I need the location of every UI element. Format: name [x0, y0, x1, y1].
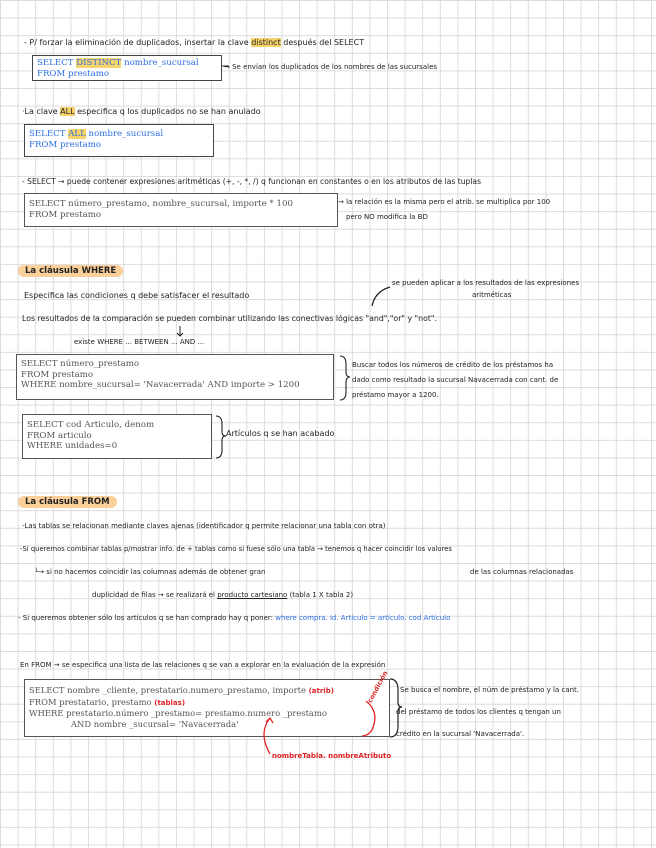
from-line-3a: └→ si no hacemos coincidir las columnas además de obtener gran: [34, 568, 266, 576]
sql-from-box: SELECT nombre _cliente, prestatario.numero_prestamo, importe (atrib) FROM prestatario, prestamo (tablas) WHERE prestatario.número _prestamo= prestamo.numero _prestamo AND nombre _sucursal= 'Navacerrada': [24, 679, 390, 737]
articulo-note: Artículos q se han acabado: [226, 429, 335, 438]
where-box-note-1: Buscar todos los números de crédito de los préstamos ha: [352, 361, 554, 369]
section-where-title: La cláusula WHERE: [18, 265, 123, 277]
where-brace: [340, 356, 350, 400]
from-line-4: duplicidad de filas → se realizará el producto cartesiano (tabla 1 X tabla 2): [92, 591, 354, 599]
where-box-note-3: préstamo mayor a 1200.: [352, 391, 439, 399]
arith-note-2: pero NO modifica la BD: [346, 213, 428, 221]
sql-articulo-box: SELECT cod Articulo, denom FROM articulo WHERE unidades=0: [22, 414, 212, 459]
distinct-intro: - P/ forzar la eliminación de duplicados, insertar la clave distinct después del SELECT: [24, 38, 365, 47]
section-from-title: La cláusula FROM: [18, 496, 117, 508]
from-brace: [390, 679, 402, 737]
from-box-note-2: del préstamo de todos los clientes q tengan un: [396, 708, 561, 716]
select-arith-note: - SELECT → puede contener expresiones aritméticas (+, -, *, /) q funcionan en constantes o en los atributos de las tuplas: [22, 177, 482, 186]
distinct-note: → Se envían los duplicados de los nombres de las sucursales: [224, 63, 438, 71]
tabla-atributo-label: nombreTabla. nombreAtributo: [272, 752, 392, 760]
from-line-6: En FROM → se especifica una lista de las relaciones q se van a explorar en la evaluación de la expresión: [20, 661, 386, 669]
sql-where-box: SELECT número_prestamo FROM prestamo WHERE nombre_sucursal= 'Navacerrada' AND importe > 1200: [16, 354, 334, 400]
from-line-1: -Las tablas se relacionan mediante claves ajenas (identificador q permite relacionar una tabla con otra): [22, 522, 386, 530]
where-note-right-2: aritméticas: [472, 291, 512, 299]
where-combine: Los resultados de la comparación se pueden combinar utilizando las conectivas lógicas "and","or" y "not".: [22, 314, 437, 323]
from-line-3b: de las columnas relacionadas: [470, 568, 574, 576]
articulo-brace: [216, 416, 226, 458]
condicion-label: condición: [365, 669, 390, 705]
sql-arith-box: SELECT número_prestamo, nombre_sucursal, importe * 100 FROM prestamo: [24, 193, 338, 227]
tabla-atributo-arrow: [264, 718, 273, 754]
where-box-note-2: dado como resultado la sucursal Navacerrada con cant. de: [352, 376, 559, 384]
from-line-2: -Si queremos combinar tablas p/mostrar info. de + tablas como si fuese sólo una tabla → tenemos q hacer coincidir los valores: [20, 545, 452, 553]
between-arrow: [177, 326, 183, 336]
sql-distinct-box: SELECT DISTINCT nombre_sucursal FROM prestamo: [32, 55, 222, 81]
arith-note-1: → la relación es la misma pero el atrib. se multiplica por 100: [338, 198, 551, 206]
sql-all-box: SELECT ALL nombre_sucursal FROM prestamo: [24, 124, 214, 157]
where-note-right-1: se pueden aplicar a los resultados de las expresiones: [392, 279, 580, 287]
where-curve-arrow: [372, 287, 390, 306]
where-exists: existe WHERE ... BETWEEN ... AND ...: [74, 338, 205, 346]
condicion-curve: [362, 701, 375, 736]
where-specifies: Especifica las condiciones q debe satisfacer el resultado: [24, 291, 250, 300]
all-intro: ·La clave ALL especifica q los duplicados no se han anulado: [22, 107, 261, 116]
from-box-note-3: crédito en la sucursal 'Navacerrada'.: [396, 730, 525, 738]
from-box-note-1: Se busca el nombre, el núm de préstamo y la cant.: [400, 686, 580, 694]
from-line-5: - Si queremos obtener sólo los artículos q se han comprado hay q poner: where compra. id. Artículo = artículo. cod Artículo: [18, 614, 451, 622]
